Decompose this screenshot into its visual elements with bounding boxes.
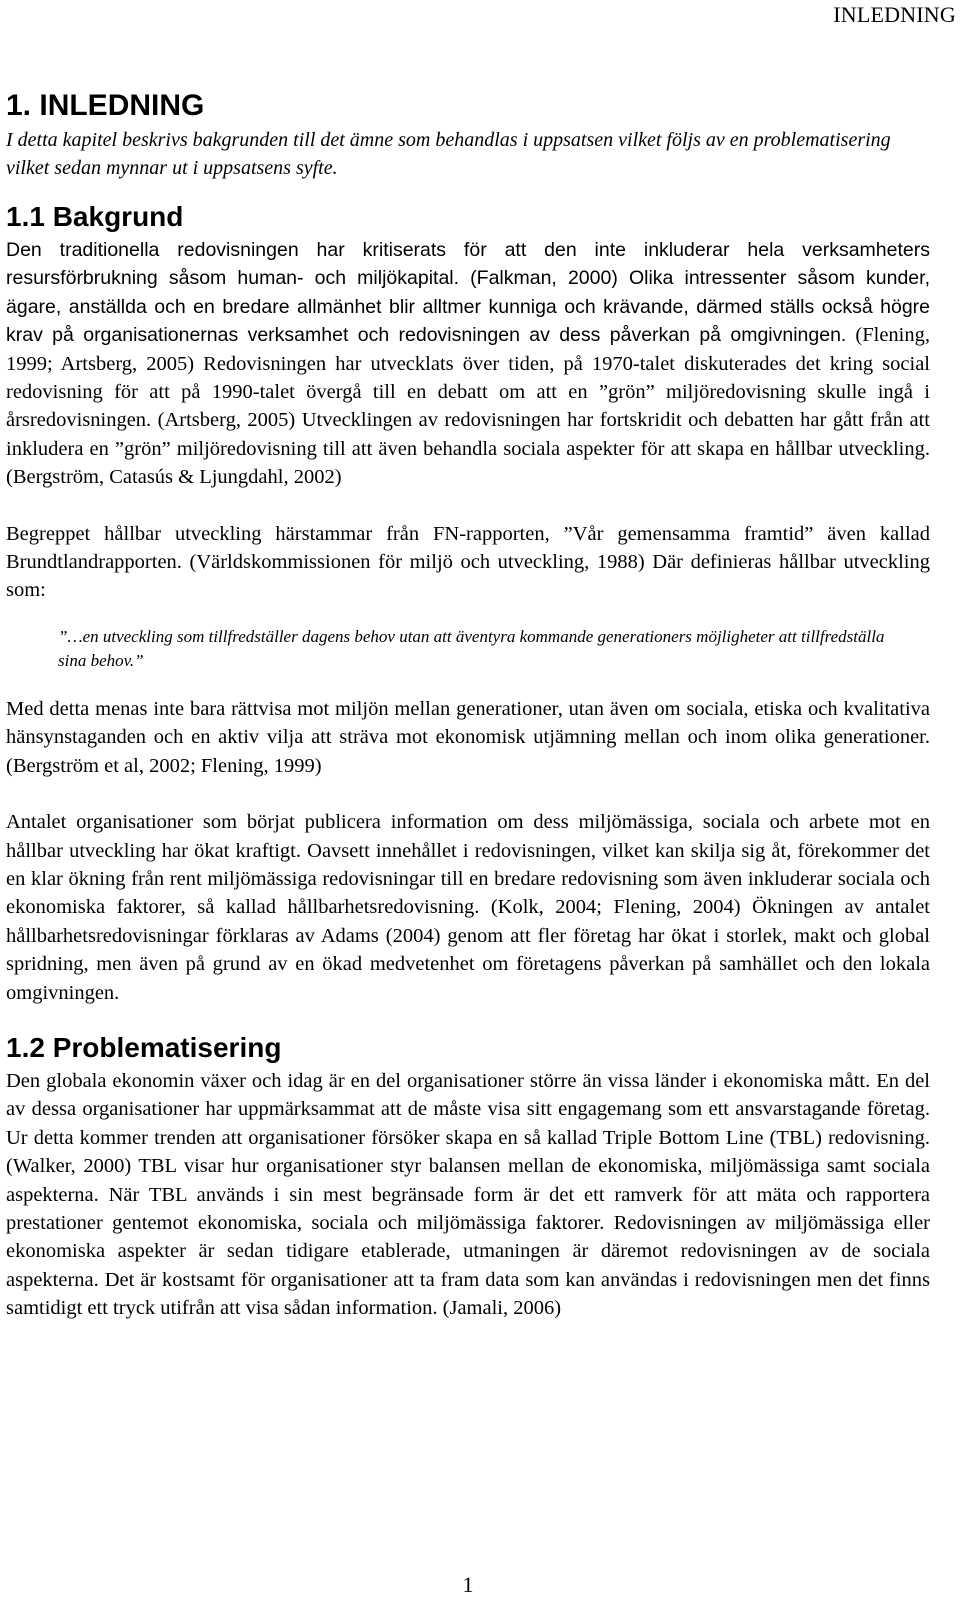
chapter-title: 1. INLEDNING [6,89,205,122]
bakgrund-paragraph-1-sans: Den traditionella redovisningen har kritiserats för att den inte inkluderar hela verksamheters resursförbrukning såsom human- och miljökapital. (Falkman, 2000) Olika intressenter såsom kunder, ägare, anställda och en bredare allmänhet blir alltmer kunniga och krävande, därmed ställs också högre krav på organisationernas verksamhet och redovisningen av dess påverkan på omgivningen. [6,239,930,347]
problematisering-paragraph-1: Den globala ekonomin växer och idag är en del organisationer större än vissa länder i ekonomiska mått. En del av dessa organisationer har uppmärksammat att de måste visa sitt engagemang som ett ansvarstagande företag. Ur detta kommer trenden att organisationer försöker skapa en så kallad Triple Bottom Line (TBL) redovisning. (Walker, 2000) TBL visar hur organisationer styr balansen mellan de ekonomiska, miljömässiga samt sociala aspekterna. När TBL används i sin mest begränsade form är det ett ramverk för att mäta och rapportera prestationer gentemot ekonomiska, sociala och miljömässiga faktorer. Redovisningen av miljömässiga eller ekonomiska aspekter är sedan tidigare etablerade, utmaningen är däremot redovisningen av de sociala aspekterna. Det är kostsamt för organisationer att ta fram data som kan användas i redovisningen men det finns samtidigt ett tryck utifrån att visa sådan information. (Jamali, 2006) [6,1069,930,1320]
bakgrund-paragraph-2: Begreppet hållbar utveckling härstammar från FN-rapporten, ”Vår gemensamma framtid” även kallad Brundtlandrapporten. (Världskommissionen för miljö och utveckling, 1988) Där definieras hållbar utveckling som: [6,522,930,602]
page-content [6,86,930,1323]
definition-quote: ”…en utveckling som tillfredställer dagens behov utan att äventyra kommande generationers möjligheter att tillfredställa sina behov.” [58,626,885,670]
bakgrund-paragraph-4: Antalet organisationer som börjat publicera information om dess miljömässiga, sociala och arbete mot en hållbar utveckling har ökat kraftigt. Oavsett innehållet i redovisningen, vilket kan skilja sig åt, förekommer det en klar ökning från rent miljömässiga redovisningar till en bredare redovisning som även inkluderar sociala och ekonomiska faktorer, så kallad hållbarhetsredovisning. (Kolk, 2004; Flening, 2004) Ökningen av antalet hållbarhetsredovisningar förklaras av Adams (2004) genom att fler företag har ökat i storlek, makt och global spridning, men även på grund av en ökad medvetenhet om företagens påverkan på samhället och den lokala omgivningen. [6,811,930,1004]
bakgrund-paragraph-1-serif: (Flening, 1999; Artsberg, 2005) Redovisningen har utvecklats över tiden, på 1970-talet diskuterades det kring social redovisning för att på 1990-talet övergå till en debatt om att en ”grön” miljöredovisning skulle ingå i årsredovisningen. (Artsberg, 2005) Utvecklingen av redovisningen har fortskridit och debatten har gått från att inkludera en ”grön” miljöredovisning till att även behandla sociala aspekter för att skapa en hållbar utveckling. (Bergström, Catasús & Ljungdahl, 2002) [6,324,930,489]
section-title-problematisering: 1.2 Problematisering [6,1031,282,1063]
section-title-bakgrund: 1.1 Bakgrund [6,201,184,232]
chapter-intro: I detta kapitel beskrivs bakgrunden till det ämne som behandlas i uppsatsen vilket följs av en problematisering vilket sedan mynnar ut i uppsatsens syfte. [6,129,891,179]
page-number: 1 [462,1572,474,1597]
running-header: INLEDNING [833,2,956,27]
bakgrund-paragraph-1 [6,236,930,492]
bakgrund-paragraph-3: Med detta menas inte bara rättvisa mot miljön mellan generationer, utan även om sociala, etiska och kvalitativa hänsynstaganden och en aktiv vilja att sträva mot ekonomisk utjämning mellan och inom olika generationer. (Bergström et al, 2002; Flening, 1999) [6,697,930,777]
